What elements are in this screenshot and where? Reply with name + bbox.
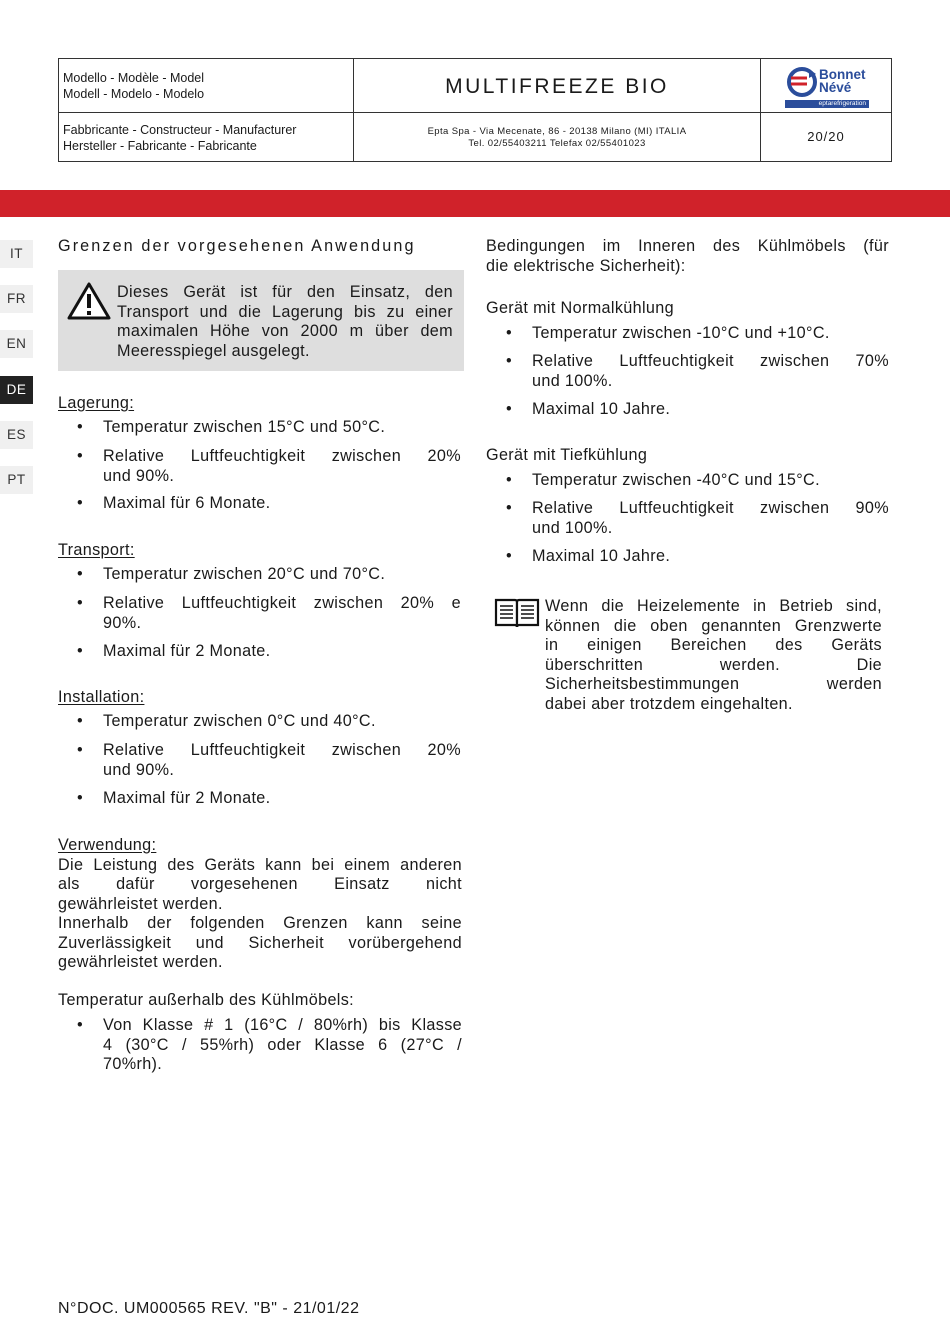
list-item-continuation: 90%. — [103, 613, 142, 632]
list-item: • Relative Luftfeuchtigkeit zwischen 70% — [506, 352, 889, 370]
manufacturer-label — [59, 113, 353, 162]
manufacturer-label-line: Hersteller - Fabricante - Fabricante — [63, 139, 257, 153]
language-tab-es[interactable]: ES — [0, 421, 33, 449]
list-item-text: Relative Luftfeuchtigkeit zwischen 70% — [532, 352, 889, 370]
logo-text: Névé — [819, 80, 852, 95]
document-header — [58, 58, 892, 162]
brand-logo — [761, 59, 891, 112]
red-band — [0, 190, 950, 217]
usage-line: Die Leistung des Geräts kann bei einem anderen — [58, 855, 462, 874]
note-line: Wenn die Heizelemente in Betrieb sind, — [545, 597, 882, 615]
ambient-heading: Temperatur außerhalb des Kühlmöbels: — [58, 991, 355, 1009]
warning-line: Meeresspiegel ausgelegt. — [117, 341, 310, 360]
language-tab-fr[interactable]: FR — [0, 285, 33, 313]
language-tab-pt[interactable]: PT — [0, 466, 33, 494]
list-item-text: Maximal 10 Jahre. — [532, 400, 671, 418]
list-item-text: Temperatur zwischen -40°C und 15°C. — [532, 471, 820, 489]
usage-heading: Verwendung: — [58, 836, 157, 854]
usage-line: Zuverlässigkeit und Sicherheit vorübergehend — [58, 933, 462, 952]
list-item-text: Temperatur zwischen -10°C und +10°C. — [532, 324, 830, 342]
note-line: dabei aber trotzdem eingehalten. — [545, 694, 793, 713]
model-label-line: Modell - Modelo - Modelo — [63, 87, 205, 101]
note-line: können die oben genannten Grenzwerte — [545, 616, 882, 635]
list-item-text: Relative Luftfeuchtigkeit zwischen 90% — [532, 499, 889, 517]
section-title: Grenzen der vorgesehenen Anwendung — [58, 237, 416, 255]
deep-heading: Gerät mit Tiefkühlung — [486, 446, 648, 464]
list-item-text: Temperatur zwischen 0°C und 40°C. — [103, 712, 376, 730]
language-tab-it[interactable]: IT — [0, 240, 33, 268]
document-number: N°DOC. UM000565 REV. "B" - 21/01/22 — [58, 1300, 360, 1317]
address-line: Epta Spa - Via Mecenate, 86 - 20138 Milano (MI) ITALIA — [427, 126, 687, 137]
address-line: Tel. 02/55403211 Telefax 02/55401023 — [468, 138, 646, 149]
list-item-text: Maximal für 6 Monate. — [103, 494, 271, 512]
list-item-text: Relative Luftfeuchtigkeit zwischen 20% — [103, 741, 461, 759]
list-item-continuation: und 90%. — [103, 760, 175, 779]
language-tab-de[interactable]: DE — [0, 376, 33, 404]
manufacturer-address — [354, 113, 760, 162]
list-item: • Relative Luftfeuchtigkeit zwischen 20% e — [77, 594, 461, 612]
list-item-continuation: und 100%. — [532, 518, 613, 537]
warning-triangle-icon — [66, 281, 112, 321]
list-item-text: Temperatur zwischen 15°C und 50°C. — [103, 418, 386, 436]
list-item: • Maximal 10 Jahre. — [506, 547, 671, 565]
note-line: in einigen Bereichen des Geräts — [545, 636, 882, 654]
list-item-text: Maximal für 2 Monate. — [103, 642, 271, 660]
usage-line: als dafür vorgesehenen Einsatz nicht — [58, 875, 462, 893]
list-item: • Maximal für 2 Monate. — [77, 789, 271, 807]
usage-line: gewährleistet werden. — [58, 953, 223, 971]
usage-line: Innerhalb der folgenden Grenzen kann seine — [58, 914, 462, 932]
installation-heading: Installation: — [58, 688, 145, 706]
list-item: • Temperatur zwischen 0°C und 40°C. — [77, 712, 376, 730]
intro-line: Bedingungen im Inneren des Kühlmöbels (für — [486, 237, 889, 255]
transport-heading: Transport: — [58, 541, 135, 559]
warning-line: Dieses Gerät ist für den Einsatz, den — [117, 283, 453, 301]
list-item: • Relative Luftfeuchtigkeit zwischen 20% — [77, 741, 461, 759]
logo-tagline: eptarefrigeration — [785, 100, 869, 108]
list-item: • Temperatur zwischen 20°C und 70°C. — [77, 565, 386, 583]
language-tab-en[interactable]: EN — [0, 330, 33, 358]
note-line: überschritten werden. Die — [545, 655, 882, 674]
list-item-text: Relative Luftfeuchtigkeit zwischen 20% e — [103, 594, 461, 612]
model-label — [59, 59, 353, 112]
list-item: • Maximal 10 Jahre. — [506, 400, 671, 418]
open-book-icon — [494, 597, 540, 629]
page-number: 20/20 — [807, 129, 845, 144]
list-item-text: Von Klasse # 1 (16°C / 80%rh) bis Klasse — [103, 1016, 462, 1034]
note-line: Sicherheitsbestimmungen werden — [545, 675, 882, 693]
list-item-text: Maximal für 2 Monate. — [103, 789, 271, 807]
list-item-continuation: 4 (30°C / 55%rh) oder Klasse 6 (27°C / — [103, 1035, 462, 1054]
list-item: • Temperatur zwischen 15°C und 50°C. — [77, 418, 386, 436]
storage-heading: Lagerung: — [58, 394, 135, 412]
list-item: • Temperatur zwischen -40°C und 15°C. — [506, 471, 820, 489]
manufacturer-label-line: Fabbricante - Constructeur - Manufacturer — [63, 123, 297, 137]
logo-text: Bonnet — [819, 67, 866, 82]
logo-swirl-icon — [785, 65, 819, 99]
list-item-text: Temperatur zwischen 20°C und 70°C. — [103, 565, 386, 583]
list-item: • Temperatur zwischen -10°C und +10°C. — [506, 324, 830, 342]
intro-line: die elektrische Sicherheit): — [486, 256, 686, 275]
warning-line: maximalen Höhe von 2000 m über dem — [117, 322, 453, 340]
list-item: • Maximal für 6 Monate. — [77, 494, 271, 512]
model-name: MULTIFREEZE BIO — [445, 75, 669, 98]
list-item: • Relative Luftfeuchtigkeit zwischen 20% — [77, 447, 461, 465]
model-label-line: Modello - Modèle - Model — [63, 71, 205, 85]
list-item: • Relative Luftfeuchtigkeit zwischen 90% — [506, 499, 889, 517]
warning-box — [58, 270, 464, 371]
list-item-text: Relative Luftfeuchtigkeit zwischen 20% — [103, 447, 461, 465]
list-item-continuation: 70%rh). — [103, 1055, 163, 1073]
list-item: • Maximal für 2 Monate. — [77, 642, 271, 660]
list-item-continuation: und 90%. — [103, 466, 175, 485]
list-item-text: Maximal 10 Jahre. — [532, 547, 671, 565]
list-item: • Von Klasse # 1 (16°C / 80%rh) bis Klasse — [77, 1016, 462, 1034]
list-item-continuation: und 100%. — [532, 371, 613, 390]
usage-line: gewährleistet werden. — [58, 894, 223, 913]
normal-heading: Gerät mit Normalkühlung — [486, 299, 674, 317]
warning-line: Transport und die Lagerung bis zu einer — [117, 302, 453, 321]
